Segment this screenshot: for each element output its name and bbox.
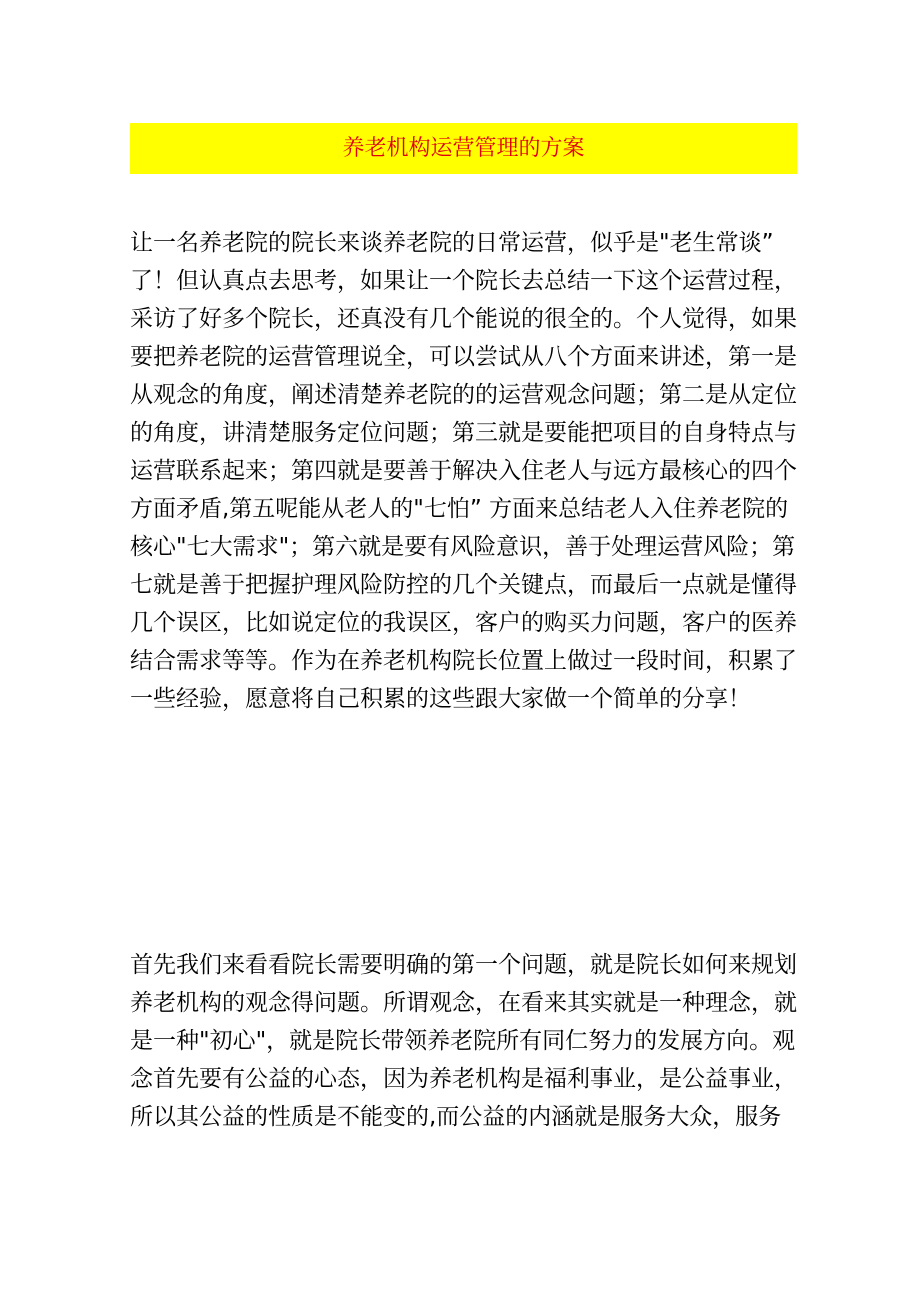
paragraph-line: 念首先要有公益的心态，因为养老机构是福利事业，是公益事业， xyxy=(130,1066,797,1092)
paragraph-line: 核心"七大需求"；第六就是要有风险意识，善于处理运营风险；第 xyxy=(130,534,796,560)
paragraph-line: 七就是善于把握护理风险防控的几个关键点，而最后一点就是懂得 xyxy=(130,572,797,598)
paragraph-line: 的角度，讲清楚服务定位问题；第三就是要能把项目的自身特点与 xyxy=(130,420,797,446)
paragraph-line: 所以其公益的性质是不能变的,而公益的内涵就是服务大众，服务 xyxy=(130,1104,782,1130)
paragraph-line: 采访了好多个院长，还真没有几个能说的很全的。个人觉得，如果 xyxy=(130,306,797,332)
paragraph-line: 养老机构的观念得问题。所谓观念，在看来其实就是一种理念，就 xyxy=(130,990,797,1016)
paragraph-line: 是一种"初心"，就是院长带领养老院所有同仁努力的发展方向。观 xyxy=(130,1028,796,1054)
paragraph-line: 一些经验，愿意将自己积累的这些跟大家做一个简单的分享！ xyxy=(130,686,751,712)
document-title: 养老机构运营管理的方案 xyxy=(342,136,585,161)
paragraph-line: 了！但认真点去思考，如果让一个院长去总结一下这个运营过程， xyxy=(130,268,797,294)
paragraph-line: 首先我们来看看院长需要明确的第一个问题，就是院长如何来规划 xyxy=(130,952,797,978)
paragraph-line: 方面矛盾,第五呢能从老人的"七怕” 方面来总结老人入住养老院的 xyxy=(130,496,789,522)
paragraph-line: 运营联系起来；第四就是要善于解决入住老人与远方最核心的四个 xyxy=(130,458,797,484)
paragraph-line: 要把养老院的运营管理说全，可以尝试从八个方面来讲述，第一是 xyxy=(130,344,797,370)
paragraph-line: 几个误区，比如说定位的我误区，客户的购买力问题，客户的医养 xyxy=(130,610,797,636)
paragraph-line: 让一名养老院的院长来谈养老院的日常运营，似乎是"老生常谈” xyxy=(130,230,774,256)
paragraph-line: 结合需求等等。作为在养老机构院长位置上做过一段时间，积累了 xyxy=(130,648,797,674)
paragraph-line: 从观念的角度，阐述清楚养老院的的运营观念问题；第二是从定位 xyxy=(130,382,797,408)
paragraph-intro xyxy=(130,224,805,718)
paragraph-first-question xyxy=(130,946,805,1136)
title-banner xyxy=(130,123,797,174)
